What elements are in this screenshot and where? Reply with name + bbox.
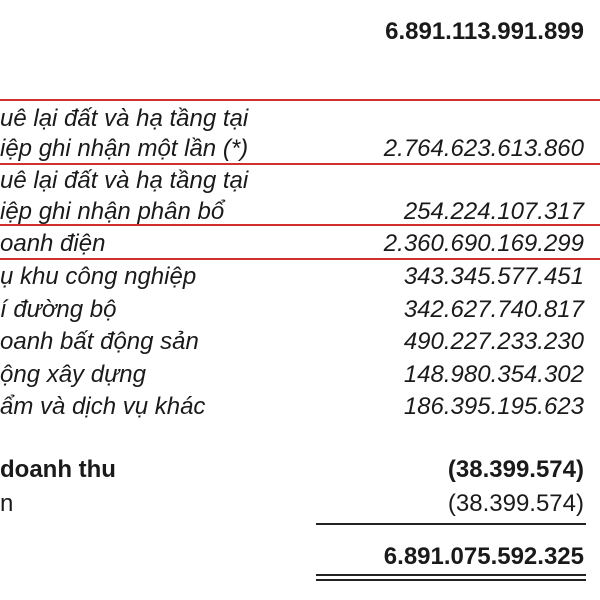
item-label: oanh bất động sản (0, 328, 199, 355)
item-label: ẩm và dịch vụ khác (0, 393, 206, 420)
item-row-1-line2 (0, 198, 600, 230)
item-row-0-line1 (0, 105, 600, 137)
item-row-1-line1 (0, 167, 600, 199)
item-value: 186.395.195.623 (403, 393, 584, 420)
deductions-sub-value: (38.399.574) (447, 490, 584, 517)
item-value: 148.980.354.302 (403, 361, 584, 388)
highlight-line-1 (0, 99, 600, 101)
item-value: 2.360.690.169.299 (383, 230, 584, 257)
item-label: uê lại đất và hạ tầng tại (0, 105, 249, 132)
item-row-7 (0, 393, 600, 425)
total-double-rule-1 (316, 574, 586, 576)
net-total-value: 6.891.075.592.325 (383, 543, 584, 570)
item-row-5 (0, 328, 600, 360)
item-label: oanh điện (0, 230, 106, 257)
item-value: 343.345.577.451 (403, 263, 584, 290)
item-value: 254.224.107.317 (403, 198, 584, 225)
item-row-3 (0, 263, 600, 295)
opening-total-row (0, 18, 600, 50)
item-value: 2.764.623.613.860 (383, 135, 584, 162)
item-value: 342.627.740.817 (403, 296, 584, 323)
item-row-6 (0, 361, 600, 393)
item-label: uê lại đất và hạ tầng tại (0, 167, 249, 194)
item-label: í đường bộ (0, 296, 117, 323)
item-row-4 (0, 296, 600, 328)
subtotal-rule (316, 523, 586, 525)
deductions-sub-row (0, 490, 600, 522)
deductions-value: (38.399.574) (447, 456, 584, 483)
item-label: iệp ghi nhận một lần (*) (0, 135, 249, 162)
deductions-row (0, 456, 600, 488)
item-value: 490.227.233.230 (403, 328, 584, 355)
item-row-0-line2 (0, 135, 600, 167)
item-label: iệp ghi nhận phân bổ (0, 198, 225, 225)
item-label: ụ khu công nghiệp (0, 263, 197, 290)
deductions-label: doanh thu (0, 456, 116, 483)
item-row-2 (0, 230, 600, 262)
total-double-rule-2 (316, 579, 586, 581)
net-total-row (0, 543, 600, 575)
opening-total-value: 6.891.113.991.899 (385, 18, 584, 45)
deductions-sub-label: n (0, 490, 14, 517)
item-label: ộng xây dựng (0, 361, 146, 388)
